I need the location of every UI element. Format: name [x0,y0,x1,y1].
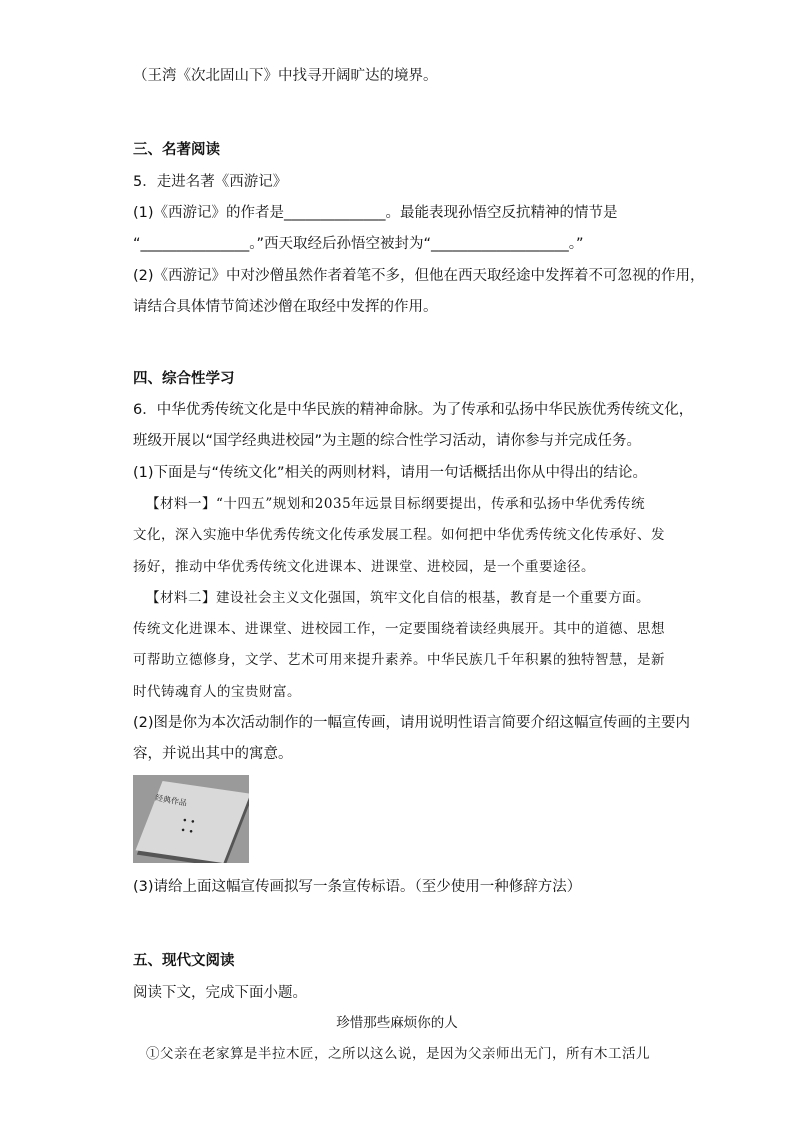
question-6-2a: (2)图是你为本次活动制作的一幅宣传画，请用说明性语言简要介绍这幅宣传画的主要内 [133,715,691,731]
material-1: 文化，深入实施中华优秀传统文化传承发展工程。如何把中华优秀传统文化传承好、发 [133,527,665,543]
poster-image [133,775,249,863]
question-6-3: (3)请给上面这幅宣传画拟写一条宣传标语。（至少使用一种修辞方法） [133,879,582,895]
question-5-1b: “_______________。”西天取经后孙悟空被封为“___________________。” [133,236,584,252]
question-6-2b: 容，并说出其中的寓意。 [133,746,293,762]
section-heading: 三、名著阅读 [133,142,220,158]
question-5-1a: (1)《西游记》的作者是______________。最能表现孙悟空反抗精神的情节是 [133,205,618,221]
book-title: 经典作品 [154,793,188,808]
text-line: （王湾《次北固山下》中找寻开阔旷达的境界。 [133,68,438,84]
material-1: 扬好，推动中华优秀传统文化进课本、进课堂、进校园，是一个重要途径。 [133,559,595,575]
material-2: 【材料二】建设社会主义文化强国，筑牢文化自信的根基，教育是一个重要方面。 [146,590,650,606]
question-5-2b: 请结合具体情节简述沙僧在取经中发挥的作用。 [133,299,438,315]
reading-intro: 阅读下文，完成下面小题。 [133,985,307,1001]
article-paragraph: ①父亲在老家算是半拉木匠，之所以这么说，是因为父亲师出无门，所有木工活儿 [146,1046,650,1062]
material-1: 【材料一】“十四五”规划和2035年远景目标纲要提出，传承和弘扬中华优秀传统 [146,496,646,512]
book-marks: • • • • [179,815,197,839]
question-6a: 6．中华优秀传统文化是中华民族的精神命脉。为了传承和弘扬中华民族优秀传统文化， [133,402,694,418]
question-5-2a: (2)《西游记》中对沙僧虽然作者着笔不多，但他在西天取经途中发挥着不可忽视的作用， [133,268,705,284]
question-6-1: (1)下面是与“传统文化”相关的两则材料，请用一句话概括出你从中得出的结论。 [133,465,648,481]
material-2: 传统文化进课本、进课堂、进校园工作，一定要围绕着读经典展开。其中的道德、思想 [133,621,665,637]
section-heading: 四、综合性学习 [133,371,235,387]
article-title: 珍惜那些麻烦你的人 [336,1015,458,1031]
section-heading: 五、现代文阅读 [133,953,235,969]
question-5: 5．走进名著《西游记》 [133,174,288,190]
question-6b: 班级开展以“国学经典进校园”为主题的综合性学习活动，请你参与并完成任务。 [133,433,642,449]
material-2: 时代铸魂育人的宝贵财富。 [133,684,301,700]
material-2: 可帮助立德修身，文学、艺术可用来提升素养。中华民族几千年积累的独特智慧，是新 [133,652,665,668]
